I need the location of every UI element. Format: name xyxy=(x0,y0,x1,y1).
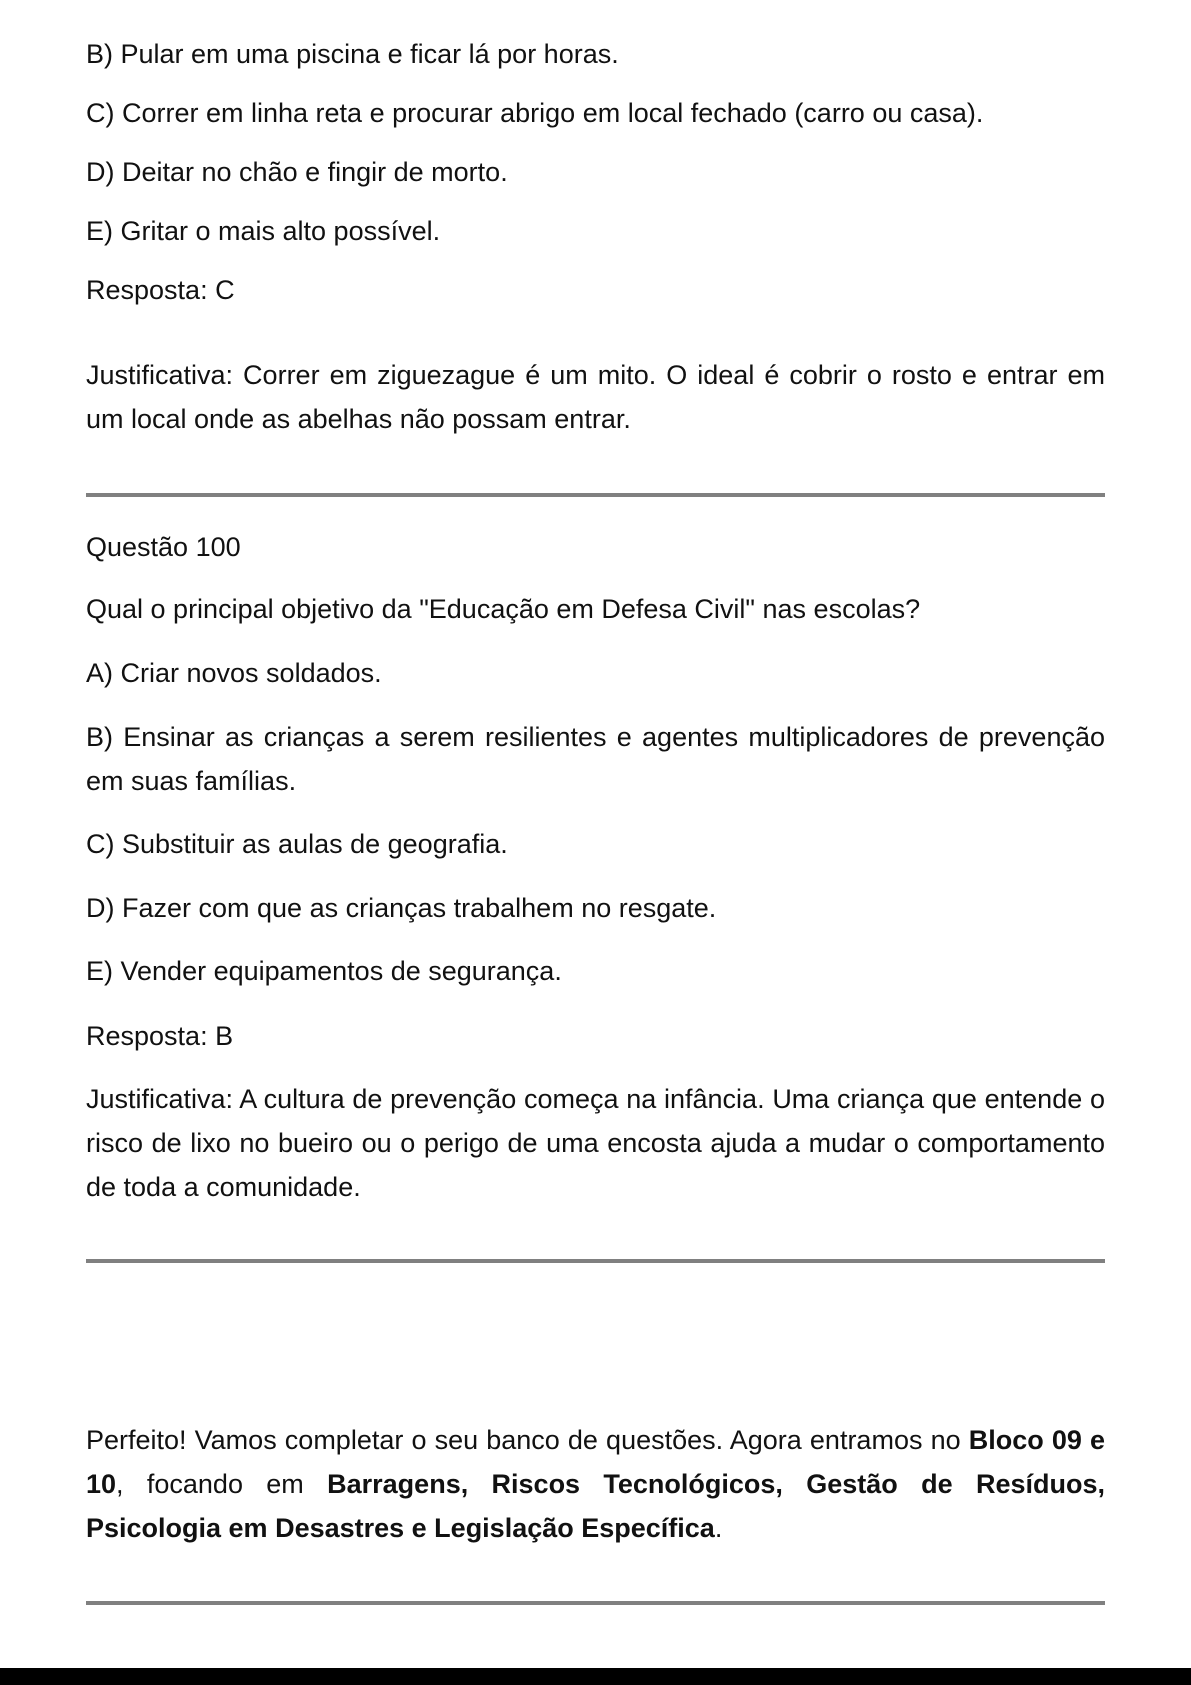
question-title: Questão 100 xyxy=(86,532,241,562)
closing-blocks: Bloco 09 e 10 xyxy=(86,1425,1105,1499)
closing-intro: Perfeito! Vamos completar o seu banco de questões. Agora entramos no xyxy=(86,1425,969,1455)
divider xyxy=(86,1259,1105,1263)
divider xyxy=(86,493,1105,497)
closing-mid: , focando em xyxy=(116,1469,328,1499)
prev-option-b: B) Pular em uma piscina e ficar lá por horas. xyxy=(86,39,619,69)
option-e: E) Vender equipamentos de segurança. xyxy=(86,956,562,986)
prev-option-c: C) Correr em linha reta e procurar abrigo em local fechado (carro ou casa). xyxy=(86,98,984,128)
closing-topics: Barragens, Riscos Tecnológicos, Gestão de Resíduos, Psicologia em Desastres e Legislação Específica xyxy=(86,1469,1105,1543)
option-a: A) Criar novos soldados. xyxy=(86,658,382,688)
prev-option-e: E) Gritar o mais alto possível. xyxy=(86,216,441,246)
prev-answer: Resposta: C xyxy=(86,275,235,305)
option-d: D) Fazer com que as crianças trabalhem no resgate. xyxy=(86,893,717,923)
option-c: C) Substituir as aulas de geografia. xyxy=(86,829,508,859)
closing-paragraph xyxy=(86,1418,1105,1550)
prev-justification: Justificativa: Correr em ziguezague é um mito. O ideal é cobrir o rosto e entrar em um local onde as abelhas não possam entrar. xyxy=(86,360,1105,434)
justification: Justificativa: A cultura de prevenção começa na infância. Uma criança que entende o risco de lixo no bueiro ou o perigo de uma encosta ajuda a mudar o comportamento de toda a comunidade. xyxy=(86,1084,1105,1202)
option-b: B) Ensinar as crianças a serem resilientes e agentes multiplicadores de prevenção em suas famílias. xyxy=(86,722,1105,796)
bottom-edge-bar xyxy=(0,1668,1191,1685)
divider xyxy=(86,1601,1105,1605)
closing-end: . xyxy=(714,1513,723,1543)
prev-option-d: D) Deitar no chão e fingir de morto. xyxy=(86,157,508,187)
answer: Resposta: B xyxy=(86,1021,234,1051)
question-prompt: Qual o principal objetivo da "Educação em Defesa Civil" nas escolas? xyxy=(86,594,921,624)
